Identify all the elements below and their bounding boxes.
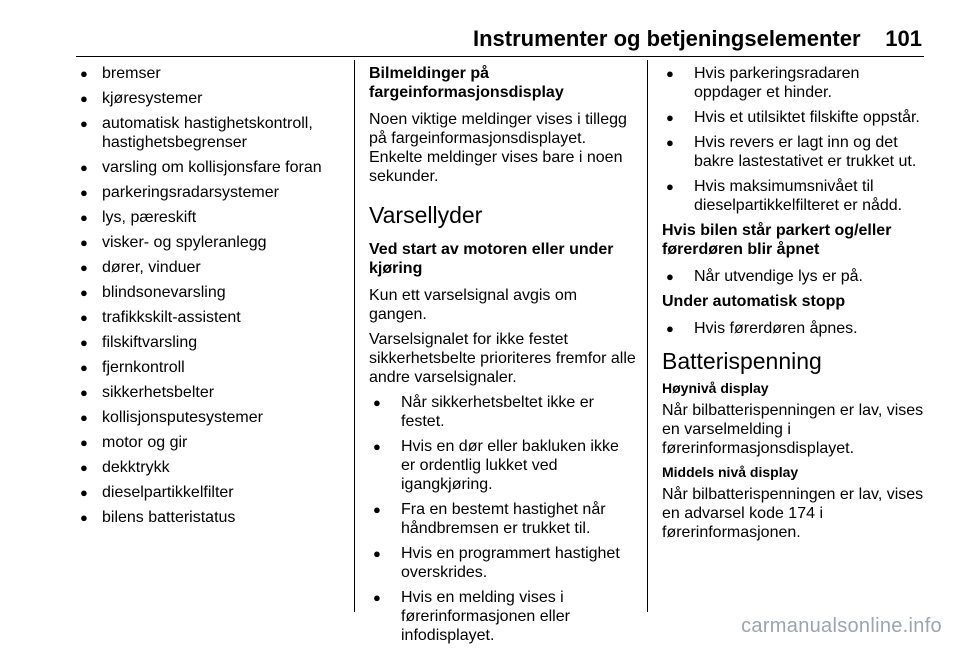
- list-item: ● parkeringsradarsystemer: [80, 183, 348, 202]
- warning-list: [662, 319, 930, 338]
- sub-heading: Hvis bilen står parkert og/eller førerdøren blir åpnet: [662, 222, 892, 258]
- list-item: ● Hvis parkeringsradaren oppdager et hinder.: [666, 64, 930, 102]
- list-item: ● dekktrykk: [80, 458, 348, 477]
- list-item: ● kjøresystemer: [80, 89, 348, 108]
- list-item: ● Fra en bestemt hastighet når håndbremsen er trukket til.: [373, 500, 637, 538]
- list-item: ● Hvis revers er lagt inn og det bakre lastestativet er trukket ut.: [666, 133, 930, 171]
- column-divider-2: [647, 60, 648, 612]
- list-item: ● Hvis en dør eller bakluken ikke er ordentlig lukket ved igangkjøring.: [373, 437, 637, 494]
- warning-list: [369, 393, 637, 645]
- paragraph: Kun ett varselsignal avgis om gangen.: [369, 287, 578, 323]
- paragraph: Varselsignalet for ikke festet sikkerhetsbelte prioriteres fremfor alle andre varselsignaler.: [369, 331, 636, 386]
- section-heading: Bilmeldinger på fargeinformasjonsdisplay: [369, 65, 564, 101]
- column-divider-1: [354, 60, 355, 612]
- topic-list: [80, 64, 348, 527]
- list-item: ● sikkerhetsbelter: [80, 383, 348, 402]
- column-2: [369, 64, 637, 651]
- list-item: ● Hvis en melding vises i førerinformasjonen eller infodisplayet.: [373, 588, 637, 645]
- list-item: ● motor og gir: [80, 433, 348, 452]
- paragraph: Når bilbatterispenningen er lav, vises en advarsel kode 174 i førerinformasjonen.: [662, 486, 924, 541]
- list-item: ● fjernkontroll: [80, 358, 348, 377]
- column-1: [80, 64, 348, 533]
- list-item: ● filskiftvarsling: [80, 333, 348, 352]
- sub-heading: Middels nivå display: [662, 464, 799, 480]
- paragraph: Når bilbatterispenningen er lav, vises en varselmelding i førerinformasjonsdisplayet.: [662, 402, 924, 457]
- list-item: ● lys, pæreskift: [80, 208, 348, 227]
- page-title: Instrumenter og betjeningselementer: [473, 26, 861, 51]
- list-item: ● automatisk hastighetskontroll, hastighetsbegrenser: [80, 114, 348, 152]
- page-number: 101: [885, 26, 922, 51]
- sub-heading: Høynivå display: [662, 380, 769, 396]
- list-item: ● visker- og spyleranlegg: [80, 233, 348, 252]
- list-item: ● Hvis førerdøren åpnes.: [666, 319, 930, 338]
- list-item: ● dieselpartikkelfilter: [80, 483, 348, 502]
- list-item: ● Hvis et utilsiktet filskifte oppstår.: [666, 108, 930, 127]
- intro-paragraph: Noen viktige meldinger vises i tillegg på fargeinformasjonsdisplayet. Enkelte meldinger vises bare i noen sekunder.: [369, 111, 627, 185]
- watermark: carmanualsonline.info: [741, 615, 942, 637]
- header-rule: [76, 56, 924, 57]
- list-item: ● kollisjonsputesystemer: [80, 408, 348, 427]
- sub-heading: Ved start av motoren eller under kjøring: [369, 241, 614, 277]
- warning-list: [662, 64, 930, 215]
- list-item: ● trafikkskilt-assistent: [80, 308, 348, 327]
- list-item: ● Hvis en programmert hastighet overskrides.: [373, 544, 637, 582]
- list-item: ● Når sikkerhetsbeltet ikke er festet.: [373, 393, 637, 431]
- sub-heading: Under automatisk stopp: [662, 293, 846, 310]
- list-item: ● varsling om kollisjonsfare foran: [80, 158, 348, 177]
- list-item: ● bilens batteristatus: [80, 508, 348, 527]
- list-item: ● bremser: [80, 64, 348, 83]
- warning-list: [662, 267, 930, 286]
- section-title: Batterispenning: [662, 348, 822, 374]
- column-3: [662, 64, 930, 548]
- list-item: ● dører, vinduer: [80, 258, 348, 277]
- section-title: Varsellyder: [369, 202, 483, 228]
- list-item: ● Når utvendige lys er på.: [666, 267, 930, 286]
- list-item: ● blindsonevarsling: [80, 283, 348, 302]
- list-item: ● Hvis maksimumsnivået til dieselpartikkelfilteret er nådd.: [666, 177, 930, 215]
